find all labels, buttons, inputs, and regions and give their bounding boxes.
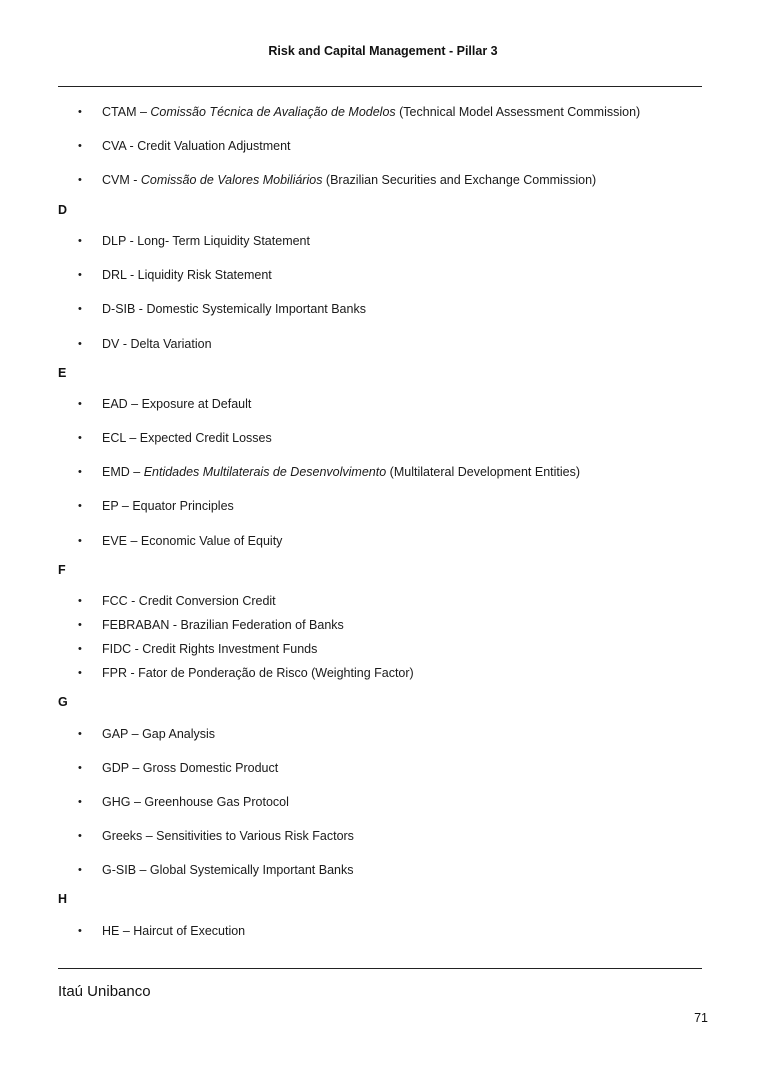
item-term: GDP – Gross Domestic Product (102, 761, 279, 775)
glossary-item-gap (78, 727, 215, 741)
item-term: EAD – Exposure at Default (102, 397, 252, 411)
footer-company-name: Itaú Unibanco (58, 983, 151, 1000)
item-portuguese: Comissão de Valores Mobiliários (140, 173, 323, 187)
item-term: EVE – Economic Value of Equity (102, 534, 283, 548)
bullet: • (78, 796, 82, 808)
section-letter-d: D (58, 203, 68, 217)
bullet: • (78, 174, 82, 186)
bullet: • (78, 338, 82, 350)
glossary-item-ghg (78, 795, 289, 809)
header-divider (58, 86, 702, 87)
item-term: HE – Haircut of Execution (102, 924, 246, 938)
glossary-item-cvm (78, 173, 596, 187)
item-term: EMD – (102, 465, 144, 479)
bullet: • (78, 269, 82, 281)
glossary-item-eve (78, 534, 282, 548)
bullet: • (78, 106, 82, 118)
glossary-item-ecl (78, 431, 272, 445)
item-term: FCC - Credit Conversion Credit (102, 594, 276, 608)
section-letter-g: G (58, 695, 68, 709)
glossary-item-cva (78, 139, 291, 153)
bullet: • (78, 925, 82, 937)
section-letter-f: F (58, 563, 66, 577)
glossary-item-dsib (78, 302, 366, 316)
glossary-item-dv (78, 337, 212, 351)
bullet: • (78, 466, 82, 478)
bullet: • (78, 140, 82, 152)
item-term: FPR - Fator de Ponderação de Risco (Weighting Factor) (102, 666, 414, 680)
item-term: CTAM – (102, 105, 151, 119)
item-term: Greeks – Sensitivities to Various Risk Factors (102, 829, 354, 843)
item-translation: (Technical Model Assessment Commission) (395, 105, 641, 119)
item-term: EP – Equator Principles (102, 499, 234, 513)
item-term: DV - Delta Variation (102, 337, 212, 351)
bullet: • (78, 864, 82, 876)
item-term: CVA - Credit Valuation Adjustment (102, 139, 291, 153)
glossary-item-ead (78, 397, 251, 411)
bullet: • (78, 595, 82, 607)
bullet: • (78, 667, 82, 679)
glossary-item-gsib (78, 863, 353, 877)
bullet: • (78, 235, 82, 247)
footer-divider (58, 968, 702, 969)
item-term: FEBRABAN - Brazilian Federation of Banks (102, 618, 344, 632)
item-term: ECL – Expected Credit Losses (102, 431, 272, 445)
glossary-item-fpr (78, 666, 414, 680)
item-translation: (Multilateral Development Entities) (386, 465, 581, 479)
glossary-item-he (78, 924, 245, 938)
glossary-item-febraban (78, 618, 344, 632)
glossary-item-fidc (78, 642, 317, 656)
item-term: D-SIB - Domestic Systemically Important Banks (102, 302, 366, 316)
glossary-item-fcc (78, 594, 276, 608)
bullet: • (78, 643, 82, 655)
bullet: • (78, 619, 82, 631)
glossary-item-ep (78, 499, 234, 513)
bullet: • (78, 303, 82, 315)
glossary-item-emd (78, 465, 580, 479)
glossary-item-gdp (78, 761, 278, 775)
section-letter-h: H (58, 892, 68, 906)
bullet: • (78, 500, 82, 512)
bullet: • (78, 728, 82, 740)
item-term: FIDC - Credit Rights Investment Funds (102, 642, 318, 656)
section-letter-e: E (58, 366, 67, 380)
item-portuguese: Comissão Técnica de Avaliação de Modelos (150, 105, 396, 119)
item-term: GAP – Gap Analysis (102, 727, 216, 741)
glossary-item-drl (78, 268, 272, 282)
bullet: • (78, 535, 82, 547)
item-term: CVM - (102, 173, 141, 187)
glossary-item-greeks (78, 829, 354, 843)
item-translation: (Brazilian Securities and Exchange Commission) (322, 173, 597, 187)
item-term: DRL - Liquidity Risk Statement (102, 268, 272, 282)
page-number: 71 (694, 1011, 708, 1025)
item-term: DLP - Long- Term Liquidity Statement (102, 234, 310, 248)
item-term: G-SIB – Global Systemically Important Banks (102, 863, 354, 877)
item-term: GHG – Greenhouse Gas Protocol (102, 795, 289, 809)
item-portuguese: Entidades Multilaterais de Desenvolvimento (143, 465, 387, 479)
bullet: • (78, 398, 82, 410)
page-header-title: Risk and Capital Management - Pillar 3 (268, 44, 498, 58)
bullet: • (78, 432, 82, 444)
bullet: • (78, 830, 82, 842)
glossary-item-ctam (78, 105, 640, 119)
bullet: • (78, 762, 82, 774)
glossary-item-dlp (78, 234, 310, 248)
